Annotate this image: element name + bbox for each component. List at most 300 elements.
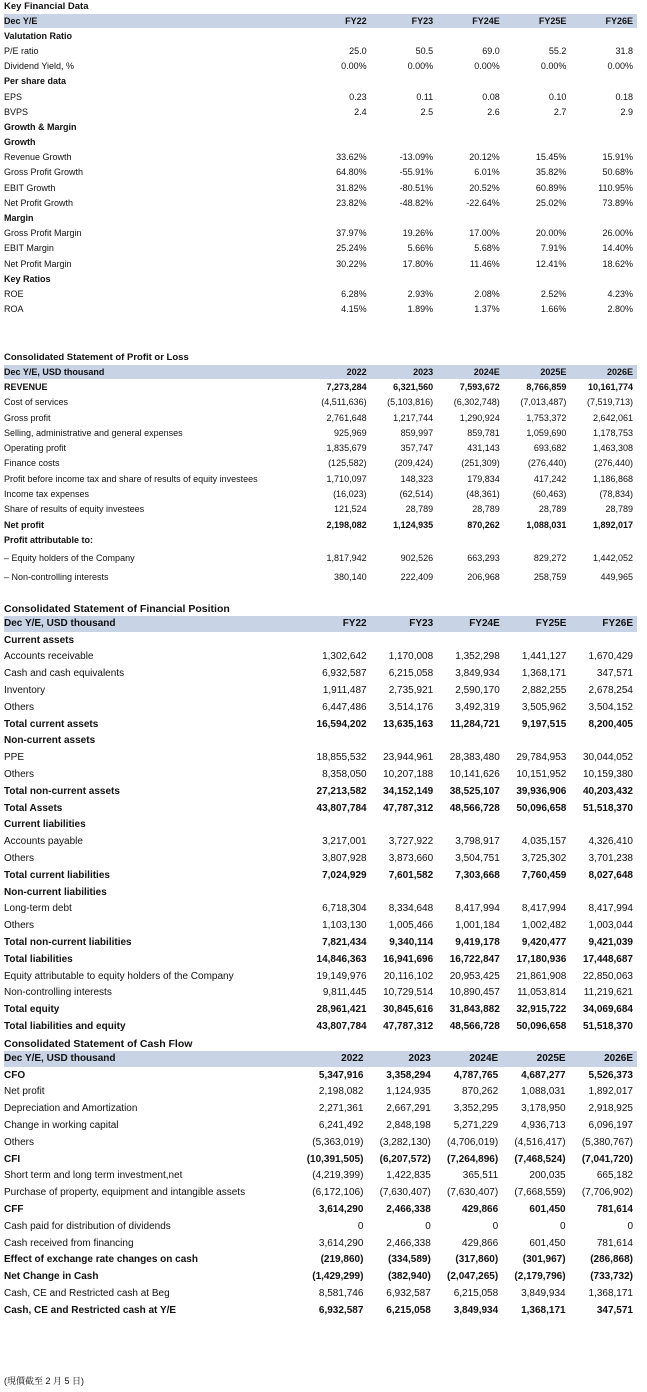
row-value: 1,290,924 (459, 412, 500, 423)
row-value: 10,729,514 (383, 987, 434, 999)
row-label: Net profit (4, 519, 44, 530)
row-value: 6,932,587 (322, 668, 367, 680)
header-period: FY26E (602, 618, 633, 630)
row-value: 10,159,380 (582, 769, 633, 781)
row-value: 347,571 (596, 668, 633, 680)
row-value: 1,170,008 (388, 651, 434, 663)
row-value: 2,848,198 (386, 1120, 431, 1132)
row-value (570, 28, 637, 43)
table-row (4, 749, 637, 766)
row-value: 32,915,722 (516, 1004, 567, 1016)
table-row (4, 471, 637, 486)
row-value: 25.0 (349, 45, 367, 56)
row-value (304, 817, 371, 834)
row-value: (276,440) (527, 458, 567, 469)
row-value: 449,965 (600, 571, 633, 582)
row-label: Key Ratios (4, 273, 51, 284)
row-value (504, 884, 571, 901)
row-value: 28,789 (538, 504, 567, 515)
row-value: 0.00% (540, 61, 567, 72)
row-value: (286,868) (590, 1254, 633, 1266)
header-label: Dec Y/E, USD thousand (4, 367, 105, 378)
header-period: FY23 (411, 16, 434, 27)
table-row (4, 1218, 637, 1235)
table-row (4, 1302, 637, 1319)
row-value: (7,468,524) (514, 1153, 566, 1165)
row-value: 6,932,587 (386, 1288, 431, 1300)
row-value: 1,710,097 (326, 473, 367, 484)
table-row (4, 1184, 637, 1201)
row-value: 8,766,859 (526, 381, 567, 392)
row-value: 6,215,058 (453, 1288, 499, 1300)
row-value: 3,807,928 (322, 853, 367, 865)
row-value: 0.00% (607, 61, 633, 72)
row-value: 6,718,304 (322, 903, 367, 915)
row-label: – Equity holders of the Company (4, 553, 135, 564)
row-value: 200,035 (529, 1170, 566, 1182)
row-value: 17,448,687 (582, 953, 633, 965)
row-value: 0.23 (349, 91, 367, 102)
table-row (4, 395, 637, 410)
row-label: CFF (4, 1204, 24, 1216)
row-value: 7,024,929 (322, 869, 367, 881)
header-period: 2026E (604, 1053, 633, 1065)
row-label: Finance costs (4, 458, 60, 469)
row-value: 7,601,582 (388, 869, 434, 881)
row-value: 18.62% (602, 258, 633, 269)
table-row (4, 89, 637, 104)
row-value: 43,807,784 (316, 802, 367, 814)
row-value: 781,614 (596, 1204, 633, 1216)
row-label: Net Profit Margin (4, 258, 72, 269)
row-value: 2.7 (553, 106, 567, 117)
row-value: 431,143 (467, 443, 500, 454)
row-value: 859,781 (467, 427, 500, 438)
row-value (570, 532, 637, 547)
row-value: 6,215,058 (386, 1304, 431, 1316)
key-financial-data-table (4, 14, 637, 317)
row-label: Total current assets (4, 718, 99, 730)
row-value: 8,581,746 (318, 1288, 364, 1300)
row-value: 1,463,308 (592, 443, 633, 454)
row-value (570, 632, 637, 649)
table-row (4, 1235, 637, 1252)
row-value: 6,241,492 (318, 1120, 364, 1132)
row-value: 2.80% (607, 304, 633, 315)
row-value: 2.9 (620, 106, 633, 117)
row-value: 20,953,425 (449, 970, 500, 982)
table-row (4, 425, 637, 440)
row-value: (382,940) (387, 1271, 431, 1283)
row-value: 870,262 (462, 1086, 499, 1098)
row-value: 2,466,338 (386, 1204, 431, 1216)
row-value: 3,178,950 (521, 1103, 566, 1115)
table-row (4, 286, 637, 301)
table-header-row (4, 1051, 637, 1067)
row-label: Margin (4, 213, 34, 224)
header-period: FY25E (535, 618, 567, 630)
row-value: 40,203,432 (582, 785, 633, 797)
row-value: 48,566,728 (449, 1021, 500, 1033)
row-value (304, 74, 371, 89)
row-value: 3,725,302 (521, 853, 567, 865)
row-label: Others (4, 853, 35, 865)
header-period: 2025E (540, 367, 567, 378)
row-value (504, 817, 571, 834)
row-value: 6,932,587 (318, 1304, 364, 1316)
row-value: (7,013,487) (520, 397, 567, 408)
row-value: 51,518,370 (582, 802, 633, 814)
header-period: 2023 (413, 367, 434, 378)
header-period: 2025E (536, 1053, 566, 1065)
row-value (304, 733, 371, 750)
row-label: Others (4, 701, 35, 713)
row-value (570, 74, 637, 89)
table-row (4, 271, 637, 286)
table-row (4, 1001, 637, 1018)
row-value: 9,340,114 (389, 937, 434, 949)
header-period: FY23 (409, 618, 434, 630)
financial-position-table (4, 616, 637, 1035)
section-title: Consolidated Statement of Financial Position (4, 603, 230, 615)
row-value: 34,069,684 (582, 1004, 633, 1016)
row-value: 8,334,648 (388, 903, 434, 915)
row-value: 429,866 (462, 1204, 499, 1216)
row-value: 9,420,477 (521, 937, 567, 949)
row-value (504, 135, 571, 150)
financial-position-section (4, 602, 637, 1035)
table-header-row (4, 365, 637, 379)
row-value: 22,850,063 (582, 970, 633, 982)
row-label: Non-controlling interests (4, 987, 112, 999)
row-label: CFI (4, 1153, 21, 1165)
row-value: (209,424) (394, 458, 434, 469)
row-value: 2,198,082 (326, 519, 367, 530)
row-label: Profit attributable to: (4, 534, 93, 545)
row-value: 28,789 (405, 504, 434, 515)
row-value: 1.66% (540, 304, 567, 315)
row-value: 8,417,994 (455, 903, 500, 915)
row-value: 11,219,621 (583, 987, 633, 999)
row-value: (78,834) (599, 489, 633, 500)
row-value: 50.68% (602, 167, 633, 178)
row-value: (6,302,748) (453, 397, 500, 408)
row-value: 2,918,925 (588, 1103, 633, 1115)
table-row (4, 1067, 637, 1084)
table-row (4, 1168, 637, 1185)
table-row (4, 968, 637, 985)
row-value: 1,059,690 (526, 427, 567, 438)
row-value: 11,284,721 (450, 718, 500, 730)
row-value: (7,041,720) (581, 1153, 633, 1165)
row-value: 5.68% (474, 243, 500, 254)
row-value: 17.80% (402, 258, 434, 269)
row-value: 47,787,312 (383, 1021, 434, 1033)
row-value: (733,732) (590, 1271, 633, 1283)
row-value: 1,670,429 (588, 651, 633, 663)
row-value: (276,440) (594, 458, 633, 469)
row-value: 15.91% (602, 152, 633, 163)
row-value: 9,421,039 (588, 937, 633, 949)
row-label: ROA (4, 304, 24, 315)
table-row (4, 241, 637, 256)
row-value: 30,044,052 (582, 752, 633, 764)
row-value: 23.82% (336, 197, 367, 208)
row-value: 0 (627, 1220, 633, 1232)
table-header-row (4, 14, 637, 28)
row-value: 5,347,916 (318, 1069, 364, 1081)
row-value: 1,002,482 (521, 920, 567, 932)
row-label: Net Change in Cash (4, 1271, 99, 1283)
row-value: 0.10 (548, 91, 567, 102)
row-value (304, 271, 371, 286)
section-title: Consolidated Statement of Profit or Loss (4, 352, 189, 363)
row-label: Growth & Margin (4, 121, 77, 132)
row-value: (125,582) (328, 458, 367, 469)
row-value: 1,124,935 (386, 1086, 431, 1098)
row-value (304, 210, 371, 225)
table-header-row (4, 616, 637, 632)
row-value: (251,309) (461, 458, 500, 469)
row-value: 3,614,290 (318, 1237, 364, 1249)
cash-flow-section (4, 1037, 637, 1319)
row-value: 1,352,298 (455, 651, 500, 663)
row-label: ROE (4, 288, 24, 299)
row-value (304, 532, 371, 547)
table-row (4, 74, 637, 89)
row-value: 2.52% (540, 288, 567, 299)
row-value: 31.8 (615, 45, 633, 56)
row-value: 11,053,814 (517, 987, 567, 999)
row-label: Cash and cash equivalents (4, 668, 125, 680)
row-value (504, 632, 571, 649)
table-row (4, 1285, 637, 1302)
header-period: FY22 (345, 16, 367, 27)
row-value: 48,566,728 (449, 802, 500, 814)
row-label: Selling, administrative and general expenses (4, 427, 183, 438)
row-value (437, 74, 504, 89)
row-label: Depreciation and Amortization (4, 1103, 138, 1115)
row-value: 50,096,658 (516, 1021, 567, 1033)
header-label: Dec Y/E, USD thousand (4, 1053, 116, 1065)
row-value: (10,391,505) (306, 1153, 364, 1165)
row-value (371, 532, 438, 547)
row-value (570, 271, 637, 286)
row-value: 35.82% (535, 167, 567, 178)
row-value: 19,149,976 (316, 970, 367, 982)
row-value: 2,198,082 (318, 1086, 364, 1098)
table-row (4, 1252, 637, 1269)
row-label: Cash paid for distribution of dividends (4, 1220, 171, 1232)
row-value: 64.80% (336, 167, 367, 178)
section-title: Key Financial Data (4, 1, 89, 12)
row-label: Total liabilities and equity (4, 1021, 126, 1033)
row-value (437, 28, 504, 43)
section-title: Consolidated Statement of Cash Flow (4, 1038, 193, 1050)
row-value: 2,590,170 (455, 685, 500, 697)
row-value: (334,589) (387, 1254, 431, 1266)
row-value: 1,892,017 (588, 1086, 633, 1098)
row-value: 859,997 (400, 427, 434, 438)
table-row (4, 917, 637, 934)
table-row (4, 59, 637, 74)
footnote: (現價截至 2 月 5 日) (4, 1376, 85, 1386)
row-value (304, 119, 371, 134)
table-row (4, 226, 637, 241)
row-value: 3,701,238 (588, 853, 633, 865)
table-row (4, 456, 637, 471)
row-value: 1,103,130 (322, 920, 367, 932)
row-value: 33.62% (336, 152, 367, 163)
row-value: 7,760,459 (521, 869, 567, 881)
row-value: 3,849,934 (453, 1304, 499, 1316)
table-row (4, 1018, 637, 1035)
row-value: (60,463) (532, 489, 567, 500)
row-value: 37.97% (336, 228, 367, 239)
row-label: Gross Profit Margin (4, 228, 82, 239)
row-value: 21,861,908 (516, 970, 567, 982)
row-value (437, 532, 504, 547)
row-value (304, 884, 371, 901)
table-row (4, 210, 637, 225)
row-value: 148,323 (400, 473, 434, 484)
row-value: 8,417,994 (588, 903, 633, 915)
row-value: 417,242 (533, 473, 567, 484)
table-row (4, 43, 637, 58)
row-value: 0.00% (341, 61, 367, 72)
row-value: (5,380,767) (581, 1136, 633, 1148)
row-value: 2,642,061 (592, 412, 633, 423)
row-value: 110.95% (598, 182, 633, 193)
row-value: 2,466,338 (386, 1237, 431, 1249)
table-row (4, 302, 637, 317)
row-label: Valutation Ratio (4, 30, 73, 41)
row-value: 258,759 (533, 571, 567, 582)
table-row (4, 766, 637, 783)
header-period: FY26E (605, 16, 633, 27)
row-value (504, 733, 571, 750)
row-value: 3,217,001 (322, 836, 367, 848)
row-value: 829,272 (533, 553, 567, 564)
row-value (570, 817, 637, 834)
row-value: 3,873,660 (388, 853, 434, 865)
row-label: Equity attributable to equity holders of the Company (4, 970, 234, 982)
row-value: 19.26% (402, 228, 434, 239)
row-value: 1,178,753 (592, 427, 633, 438)
row-value: 5,271,229 (453, 1120, 499, 1132)
row-value (371, 733, 438, 750)
row-label: Total non-current assets (4, 785, 120, 797)
table-row (4, 486, 637, 501)
row-value: 14,846,363 (316, 953, 367, 965)
row-value: 0.08 (482, 91, 500, 102)
row-value: 14.40% (602, 243, 633, 254)
row-value: 10,151,952 (516, 769, 567, 781)
row-value: -48.82% (399, 197, 434, 208)
row-value: 4,787,765 (453, 1069, 499, 1081)
row-value (504, 74, 571, 89)
row-value (371, 817, 438, 834)
table-row (4, 548, 637, 569)
row-value: 693,682 (533, 443, 567, 454)
row-value: (4,706,019) (447, 1136, 499, 1148)
table-row (4, 665, 637, 682)
row-value: 380,140 (334, 571, 367, 582)
row-label: Inventory (4, 685, 46, 697)
row-value: 7,593,672 (459, 381, 500, 392)
row-value: 9,197,515 (521, 718, 567, 730)
row-label: Dividend Yield, % (4, 61, 75, 72)
row-value: -22.64% (466, 197, 500, 208)
table-row (4, 733, 637, 750)
table-row (4, 800, 637, 817)
row-value: 3,504,751 (455, 853, 500, 865)
row-label: Change in working capital (4, 1120, 119, 1132)
row-value: 0.11 (416, 91, 434, 102)
row-value: (5,103,816) (387, 397, 434, 408)
row-value: 60.89% (535, 182, 567, 193)
row-value: (1,429,299) (312, 1271, 364, 1283)
header-period: 2024E (473, 367, 500, 378)
row-value: 4,687,277 (521, 1069, 566, 1081)
row-value: 121,524 (334, 504, 367, 515)
row-value: 4.23% (607, 288, 633, 299)
header-period: 2023 (408, 1053, 431, 1065)
row-label: Total equity (4, 1004, 60, 1016)
table-row (4, 1100, 637, 1117)
row-value (437, 632, 504, 649)
row-value: 43,807,784 (316, 1021, 367, 1033)
table-row (4, 440, 637, 455)
row-value (437, 884, 504, 901)
row-value: 665,182 (596, 1170, 633, 1182)
row-value: 1,217,744 (393, 412, 434, 423)
row-value: 8,200,405 (588, 718, 633, 730)
row-value: 2.4 (354, 106, 367, 117)
row-value: 10,141,626 (449, 769, 500, 781)
row-label: CFO (4, 1069, 26, 1081)
row-value (304, 632, 371, 649)
row-value: 2.5 (420, 106, 434, 117)
table-row (4, 410, 637, 425)
row-label: Total Assets (4, 802, 63, 814)
table-row (4, 951, 637, 968)
row-value: 10,207,188 (383, 769, 434, 781)
table-row (4, 1151, 637, 1168)
row-value: 0.00% (474, 61, 500, 72)
row-value (504, 532, 571, 547)
row-value: 31.82% (336, 182, 367, 193)
row-value: 3,798,917 (455, 836, 500, 848)
table-row (4, 632, 637, 649)
row-value: 1,911,487 (322, 685, 367, 697)
row-value: 28,961,421 (316, 1004, 367, 1016)
row-value: 4,936,713 (521, 1120, 566, 1132)
row-label: Gross Profit Growth (4, 167, 84, 178)
row-label: Growth (4, 137, 36, 148)
row-value: (7,519,713) (586, 397, 633, 408)
row-value: 925,969 (334, 427, 367, 438)
header-period: 2022 (341, 1053, 364, 1065)
row-value (437, 210, 504, 225)
table-row (4, 195, 637, 210)
row-value: -55.91% (399, 167, 434, 178)
row-value: 663,293 (467, 553, 500, 564)
row-value: 23,944,961 (383, 752, 434, 764)
row-label: Revenue Growth (4, 152, 72, 163)
table-row (4, 1201, 637, 1218)
table-row (4, 901, 637, 918)
